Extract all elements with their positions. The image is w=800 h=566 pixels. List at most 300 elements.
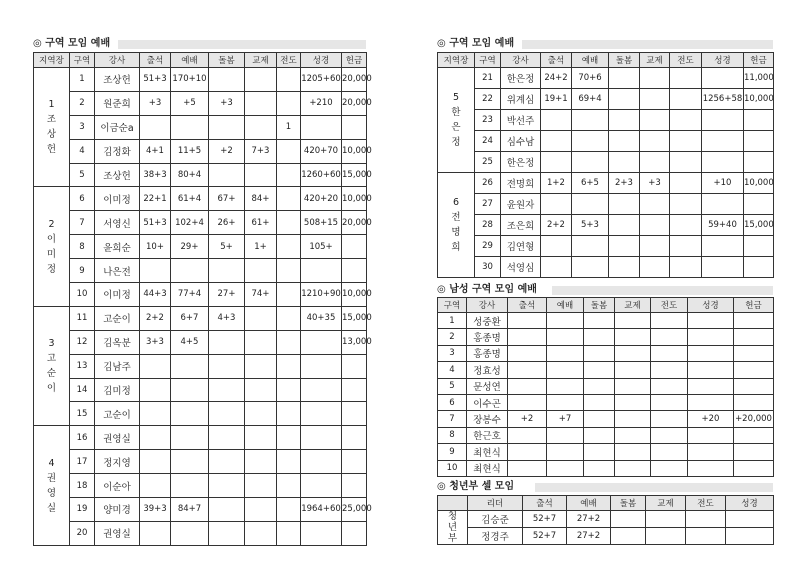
record-value [541,194,572,215]
record-value [301,521,342,545]
record-value: 420+70 [301,139,342,163]
leader-name: 고순이 [95,402,140,426]
leader-name: 원준희 [95,91,140,115]
group-number: 6 [438,394,467,410]
record-value [584,313,615,329]
record-value: 67+ [209,187,245,211]
record-value [209,163,245,187]
record-value [584,378,615,394]
record-value [646,528,686,545]
record-value [547,329,584,345]
column-header: 예배 [567,496,611,511]
record-value: 11,000 [744,68,774,89]
record-value [688,313,734,329]
record-value [245,426,277,450]
record-value [651,378,688,394]
record-value: +7 [547,411,584,427]
group-number: 29 [475,236,501,257]
record-value [702,194,744,215]
group-number: 4 [70,139,95,163]
record-value [171,378,209,402]
record-value [702,68,744,89]
record-value [572,131,609,152]
district-leader-cell: 6 전 명 희 [438,173,475,278]
record-value [688,460,734,476]
record-value [245,474,277,498]
column-header: 예배 [547,298,584,313]
record-value [140,354,171,378]
table-row [438,511,774,528]
table-row [438,131,774,152]
men-section-title: ◎ 남성 구역 모임 예배 [437,283,773,297]
record-value [651,345,688,361]
leader-name: 김정화 [95,139,140,163]
leader-name: 권영실 [95,426,140,450]
record-value [615,329,651,345]
table-row [34,402,367,426]
record-value: 10,000 [744,89,774,110]
record-value [508,345,547,361]
table-row [438,378,774,394]
record-value [171,259,209,283]
record-value [615,460,651,476]
record-value [688,427,734,443]
table-row [438,362,774,378]
group-number: 10 [438,460,467,476]
record-value: 74+ [245,283,277,307]
record-value [140,521,171,545]
record-value [245,450,277,474]
table-row [34,354,367,378]
record-value [140,450,171,474]
record-value [609,152,640,173]
table-row [438,89,774,110]
record-value [508,427,547,443]
leader-name: 김미정 [95,378,140,402]
record-value [609,215,640,236]
record-value: 2+2 [140,306,171,330]
record-value [301,426,342,450]
table-row [34,139,367,163]
record-value: 69+4 [572,89,609,110]
record-value [301,450,342,474]
record-value [640,236,670,257]
record-value [140,474,171,498]
record-value [140,402,171,426]
record-value [277,498,301,522]
record-value [609,89,640,110]
record-value [277,235,301,259]
record-value [508,394,547,410]
record-value [547,378,584,394]
record-value [651,329,688,345]
column-header: 전도 [651,298,688,313]
record-value: 4+3 [209,306,245,330]
leader-name: 한은정 [501,68,541,89]
record-value [726,511,774,528]
group-number: 16 [70,426,95,450]
group-number: 25 [475,152,501,173]
column-header: 지역장 [34,53,70,68]
column-header: 지역장 [438,53,475,68]
column-header: 강사 [95,53,140,68]
group-number: 28 [475,215,501,236]
table-row [438,411,774,427]
record-value [609,257,640,278]
record-value: 1+2 [541,173,572,194]
record-value: 15,000 [744,215,774,236]
table-row [34,330,367,354]
group-number: 1 [438,313,467,329]
record-value: 4+5 [171,330,209,354]
table-row [34,187,367,211]
record-value [651,460,688,476]
column-header: 리더 [468,496,523,511]
record-value [209,450,245,474]
table-row [438,528,774,545]
right-section-title: ◎ 구역 모임 예배 [437,37,773,51]
record-value: 6+5 [572,173,609,194]
record-value [688,345,734,361]
group-number: 20 [70,521,95,545]
record-value [342,378,367,402]
record-value: 102+4 [171,211,209,235]
record-value [277,91,301,115]
record-value [209,115,245,139]
table-row [34,235,367,259]
record-value [688,329,734,345]
record-value [686,511,726,528]
table-row [34,283,367,307]
record-value: 51+3 [140,211,171,235]
record-value [734,460,774,476]
record-value [609,236,640,257]
record-value [584,427,615,443]
group-number: 13 [70,354,95,378]
record-value: 1260+60 [301,163,342,187]
record-value: 15,000 [342,163,367,187]
column-header: 교제 [646,496,686,511]
column-header: 헌금 [744,53,774,68]
record-value [702,152,744,173]
record-value [301,259,342,283]
record-value [744,236,774,257]
record-value [670,194,702,215]
record-value [609,68,640,89]
record-value: +3 [209,91,245,115]
record-value [301,378,342,402]
leader-name: 김승준 [468,511,523,528]
record-value [609,131,640,152]
table-row [34,378,367,402]
record-value [547,460,584,476]
record-value [342,521,367,545]
record-value: 2+3 [609,173,640,194]
leader-name: 권영실 [95,521,140,545]
record-value [734,313,774,329]
group-number: 17 [70,450,95,474]
record-value [171,450,209,474]
group-number: 22 [475,89,501,110]
record-value [702,131,744,152]
record-value [209,378,245,402]
column-header: 강사 [467,298,508,313]
record-value: 80+4 [171,163,209,187]
record-value: 27+ [209,283,245,307]
record-value [640,89,670,110]
record-value [670,236,702,257]
leader-name: 이순아 [95,474,140,498]
record-value: +3 [640,173,670,194]
column-header: 돌봄 [209,53,245,68]
record-value: +2 [209,139,245,163]
record-value [702,236,744,257]
record-value [547,313,584,329]
record-value [615,444,651,460]
record-value: 24+2 [541,68,572,89]
table-row [34,211,367,235]
group-number: 15 [70,402,95,426]
leader-name: 한근호 [467,427,508,443]
record-value [609,194,640,215]
record-value [171,426,209,450]
group-number: 24 [475,131,501,152]
leader-name: 문성연 [467,378,508,394]
record-value [572,110,609,131]
table-row [34,426,367,450]
leader-name: 조상헌 [95,163,140,187]
record-value [277,139,301,163]
record-value: 420+20 [301,187,342,211]
record-value [651,427,688,443]
group-number: 12 [70,330,95,354]
record-value: 40+35 [301,306,342,330]
record-value [140,259,171,283]
record-value [277,402,301,426]
record-value: 5+ [209,235,245,259]
record-value: 61+ [245,211,277,235]
record-value [651,362,688,378]
record-value: 105+ [301,235,342,259]
record-value [245,402,277,426]
record-value [726,528,774,545]
column-header: 돌봄 [611,496,646,511]
table-row [438,394,774,410]
record-value [301,115,342,139]
record-value [651,313,688,329]
record-value [209,402,245,426]
table-row [438,257,774,278]
record-value [301,330,342,354]
column-header: 성경 [688,298,734,313]
record-value: 11+5 [171,139,209,163]
group-number: 10 [70,283,95,307]
table-row [438,68,774,89]
group-number: 3 [438,345,467,361]
record-value: 52+7 [523,528,567,545]
record-value [277,378,301,402]
record-value: 10+ [140,235,171,259]
record-value: 15,000 [342,306,367,330]
column-header: 교제 [640,53,670,68]
record-value: +10 [702,173,744,194]
district-leader-cell: 4 권 영 실 [34,426,70,545]
record-value [245,91,277,115]
record-value [615,427,651,443]
group-number: 7 [438,411,467,427]
record-value [277,474,301,498]
leader-name: 심수남 [501,131,541,152]
record-value [342,115,367,139]
record-value: +2 [508,411,547,427]
record-value: 39+3 [140,498,171,522]
record-value [584,329,615,345]
record-value [245,115,277,139]
record-value [734,345,774,361]
table-row [438,427,774,443]
record-value [584,444,615,460]
table-row [34,91,367,115]
record-value [744,110,774,131]
table-row [438,345,774,361]
record-value [245,163,277,187]
column-header: 강사 [501,53,541,68]
record-value [670,89,702,110]
record-value [277,283,301,307]
record-value [640,152,670,173]
record-value [245,68,277,92]
record-value: 70+6 [572,68,609,89]
column-header: 구역 [475,53,501,68]
record-value [686,528,726,545]
record-value [744,194,774,215]
record-value [688,444,734,460]
record-value [547,427,584,443]
record-value [615,345,651,361]
record-value: 29+ [171,235,209,259]
record-value [541,110,572,131]
group-number: 9 [70,259,95,283]
record-value [301,474,342,498]
column-header: 성경 [301,53,342,68]
table-row [438,152,774,173]
record-value [209,426,245,450]
youth-cell-table [437,495,774,545]
record-value: 77+4 [171,283,209,307]
left-section-title: ◎ 구역 모임 예배 [33,37,366,51]
leader-name: 정지영 [95,450,140,474]
record-value [277,187,301,211]
leader-name: 이미정 [95,283,140,307]
record-value: 20,000 [342,68,367,92]
record-value: 38+3 [140,163,171,187]
leader-name: 이수곤 [467,394,508,410]
men-group-table [437,297,774,477]
record-value [301,402,342,426]
record-value [615,378,651,394]
column-header: 구역 [438,298,467,313]
group-number: 14 [70,378,95,402]
record-value [615,313,651,329]
group-number: 3 [70,115,95,139]
record-value: 10,000 [744,173,774,194]
record-value [245,354,277,378]
record-value: +20 [688,411,734,427]
record-value [702,257,744,278]
record-value [640,110,670,131]
record-value [277,354,301,378]
leader-name: 양미경 [95,498,140,522]
group-number: 5 [438,378,467,394]
record-value: 22+1 [140,187,171,211]
record-value: 59+40 [702,215,744,236]
record-value: 1+ [245,235,277,259]
leader-name: 정경주 [468,528,523,545]
group-number: 8 [70,235,95,259]
table-row [34,163,367,187]
record-value: +210 [301,91,342,115]
record-value: 508+15 [301,211,342,235]
record-value [245,306,277,330]
record-value [140,378,171,402]
table-row [438,173,774,194]
record-value [734,329,774,345]
record-value [342,402,367,426]
leader-name: 석영심 [501,257,541,278]
record-value [209,474,245,498]
record-value [651,444,688,460]
record-value [140,115,171,139]
record-value [277,426,301,450]
record-value [277,330,301,354]
leader-name: 정효성 [467,362,508,378]
column-header: 출석 [523,496,567,511]
table-row [34,259,367,283]
leader-name: 홍종명 [467,329,508,345]
record-value [508,313,547,329]
record-value: 1256+58 [702,89,744,110]
record-value: 26+ [209,211,245,235]
record-value: 5+3 [572,215,609,236]
record-value [209,259,245,283]
record-value [547,362,584,378]
group-number: 26 [475,173,501,194]
record-value [245,330,277,354]
leader-name: 최현식 [467,460,508,476]
table-row [438,236,774,257]
record-value [584,362,615,378]
record-value [609,110,640,131]
record-value [171,402,209,426]
record-value [171,354,209,378]
record-value [584,460,615,476]
group-number: 2 [70,91,95,115]
table-row [34,474,367,498]
record-value [734,362,774,378]
record-value [640,257,670,278]
record-value: 2+2 [541,215,572,236]
record-value [508,444,547,460]
record-value [209,498,245,522]
record-value [640,131,670,152]
record-value [651,411,688,427]
record-value: 44+3 [140,283,171,307]
group-number: 1 [70,68,95,92]
group-number: 18 [70,474,95,498]
column-header: 돌봄 [609,53,640,68]
record-value [541,236,572,257]
leader-name: 이미정 [95,187,140,211]
